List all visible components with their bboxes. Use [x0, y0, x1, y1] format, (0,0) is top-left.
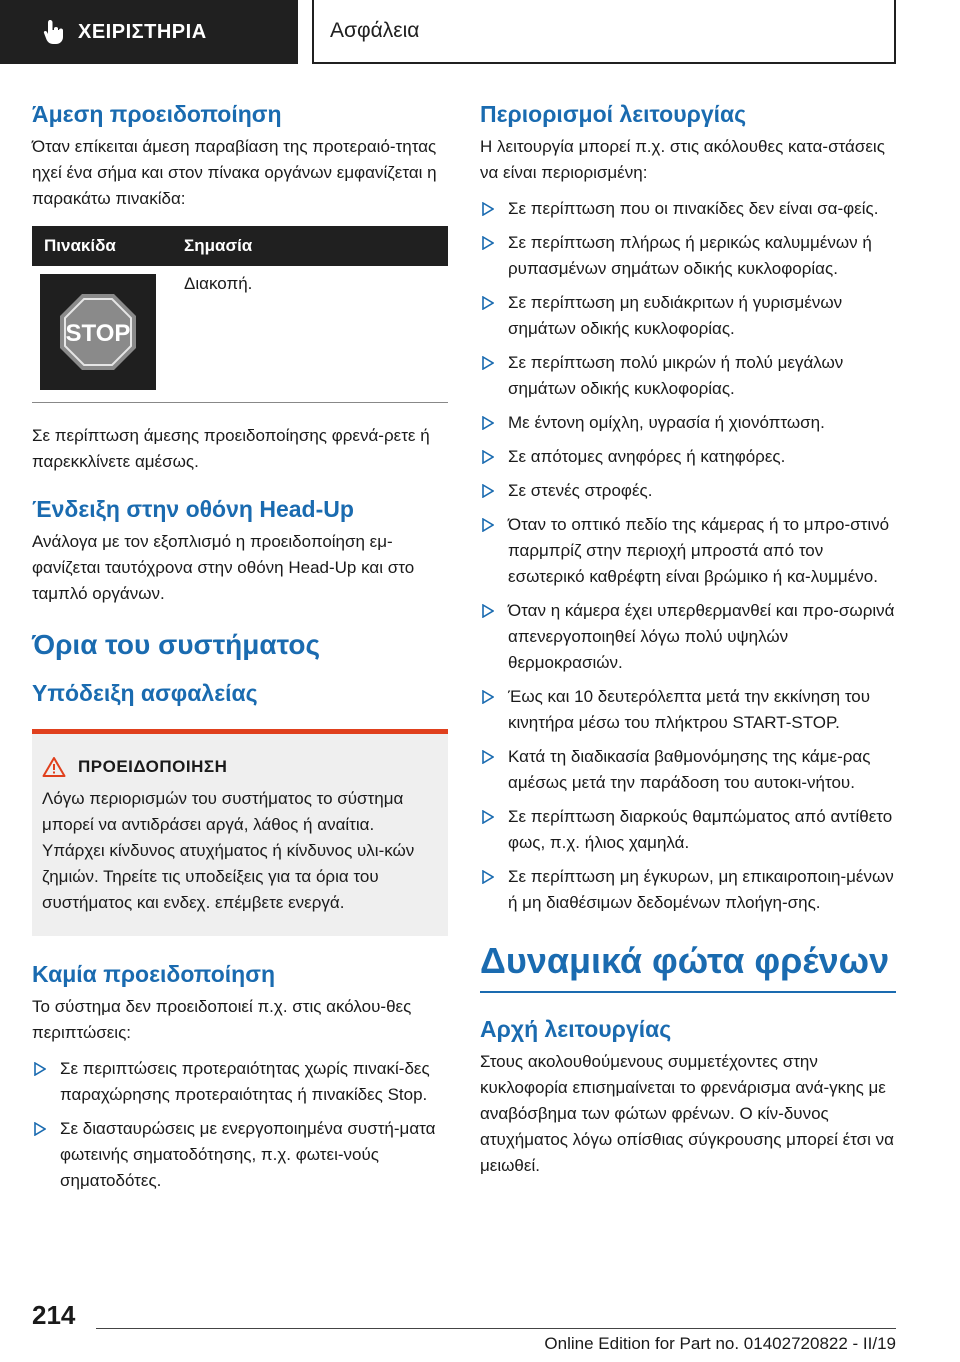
list-item: Σε περίπτωση μη έγκυρων, μη επικαιροποιη-μένων ή μη διαθέσιμων δεδομένων πλοήγη-σης. [480, 864, 896, 916]
left-column [32, 100, 448, 1202]
triangle-bullet-icon [482, 604, 494, 618]
warning-title: ΠΡΟΕΙΔΟΠΟΙΗΣΗ [78, 757, 228, 777]
triangle-bullet-icon [482, 518, 494, 532]
heading-dynamic-brake-lights: Δυναμικά φώτα φρένων [480, 939, 890, 981]
warning-text: Λόγω περιορισμών του συστήματος το σύστημα μπορεί να αντιδράσει αργά, λάθος ή αναίτια. Υπάρχει κίνδυνος ατυχήματος ή κίνδυνος υλι-κών ζημιών. Τηρείτε τις υποδείξεις για τα όρια του συστήματος και ενδεχ. επέμβετε ενεργά. [42, 789, 415, 913]
list-item: Με έντονη ομίχλη, υγρασία ή χιονόπτωση. [480, 410, 896, 436]
heading-restrictions: Περιορισμοί λειτουργίας [480, 101, 747, 127]
heading-principle: Αρχή λειτουργίας [480, 1015, 672, 1042]
triangle-bullet-icon [34, 1062, 46, 1076]
chapter-tab[interactable] [0, 0, 298, 64]
right-column [480, 100, 896, 1179]
triangle-bullet-icon [482, 484, 494, 498]
no-warning-list [32, 1056, 448, 1194]
list-item: Κατά τη διαδικασία βαθμονόμησης της κάμε-ρας αμέσως μετά την παράδοση του αυτοκι-νήτου. [480, 744, 896, 796]
table-header-meaning: Σημασία [172, 226, 448, 266]
triangle-bullet-icon [482, 870, 494, 884]
warning-triangle-icon [42, 756, 66, 778]
list-item: Σε περίπτωση πλήρως ή μερικώς καλυμμένων ή ρυπασμένων σημάτων οδικής κυκλοφορίας. [480, 230, 896, 282]
triangle-bullet-icon [482, 356, 494, 370]
triangle-bullet-icon [482, 202, 494, 216]
triangle-bullet-icon [482, 296, 494, 310]
list-item: Όταν η κάμερα έχει υπερθερμανθεί και προ-σωρινά απενεργοποιηθεί λόγω πολύ υψηλών θερμοκρασιών. [480, 598, 896, 676]
list-item: Σε στενές στροφές. [480, 478, 896, 504]
list-item: Έως και 10 δευτερόλεπτα μετά την εκκίνηση του κινητήρα μέσω του πλήκτρου START-STOP. [480, 684, 896, 736]
paragraph-direct-warning: Όταν επίκειται άμεση παραβίαση της προτεραιό-τητας ηχεί ένα σήμα και στον πίνακα οργάνων εμφανίζεται η παρακάτω πινακίδα: [32, 136, 437, 208]
triangle-bullet-icon [482, 690, 494, 704]
list-item: Σε περιπτώσεις προτεραιότητας χωρίς πινακί-δες παραχώρησης προτεραιότητας ή πινακίδες Stop. [32, 1056, 448, 1108]
triangle-bullet-icon [482, 450, 494, 464]
heading-system-limits: Όρια του συστήματος [32, 628, 321, 660]
list-item: Όταν το οπτικό πεδίο της κάμερας ή το μπρο-στινό παρμπρίζ στην περιοχή μπροστά από τον εσωτερικό καθρέφτη είναι βρώμικο ή κα-λυμμένο. [480, 512, 896, 590]
footer-divider [96, 1328, 896, 1329]
chapter-tab-label: ΧΕΙΡΙΣΤΗΡΙΑ [78, 20, 207, 43]
warning-box [32, 729, 448, 936]
restrictions-list [480, 196, 896, 916]
heading-no-warning: Καμία προειδοποίηση [32, 961, 276, 988]
list-item: Σε διασταυρώσεις με ενεργοποιημένα συστή-ματα φωτεινής σηματοδότησης, π.χ. φωτει-νούς σηματοδότες. [32, 1116, 448, 1194]
hand-pointer-icon [42, 18, 66, 46]
heading-underline [480, 991, 896, 993]
triangle-bullet-icon [482, 416, 494, 430]
heading-direct-warning: Άμεση προειδοποίηση [32, 101, 282, 127]
heading-head-up: Ένδειξη στην οθόνη Head-Up [32, 495, 354, 522]
page-number: 214 [32, 1300, 76, 1330]
list-item: Σε περίπτωση μη ευδιάκριτων ή γυρισμένων σημάτων οδικής κυκλοφορίας. [480, 290, 896, 342]
stop-sign-icon [58, 292, 138, 372]
table-header-sign: Πινακίδα [32, 226, 172, 266]
list-item: Σε περίπτωση πολύ μικρών ή πολύ μεγάλων σημάτων οδικής κυκλοφορίας. [480, 350, 896, 402]
paragraph-no-warning: Το σύστημα δεν προειδοποιεί π.χ. στις ακόλου-θες περιπτώσεις: [32, 996, 412, 1042]
triangle-bullet-icon [482, 236, 494, 250]
table-cell-meaning: Διακοπή. [172, 266, 448, 403]
heading-safety-note: Υπόδειξη ασφαλείας [32, 680, 258, 707]
list-item: Σε περίπτωση που οι πινακίδες δεν είναι σα-φείς. [480, 196, 896, 222]
stop-sign-display [40, 274, 156, 390]
paragraph-brake: Σε περίπτωση άμεσης προειδοποίησης φρενά-ρετε ή παρεκκλίνετε αμέσως. [32, 425, 430, 471]
paragraph-principle: Στους ακολουθούμενους συμμετέχοντες στην κυκλοφορία επισημαίνεται το φρενάρισμα ανά-γκης με αναβόσβημα των φώτων φρένων. Ο κίν-δυνος ατυχήματος λόγω οπίσθιας σύγκρουσης μπορεί έτσι να μειωθεί. [480, 1051, 895, 1175]
paragraph-restrictions: Η λειτουργία μπορεί π.χ. στις ακόλουθες κατα-στάσεις να είναι περιορισμένη: [480, 136, 885, 182]
triangle-bullet-icon [482, 810, 494, 824]
triangle-bullet-icon [34, 1122, 46, 1136]
edition-text: Online Edition for Part no. 01402720822 - II/19 [544, 1334, 896, 1353]
list-item: Σε απότομες ανηφόρες ή κατηφόρες. [480, 444, 896, 470]
sign-table [32, 226, 448, 403]
triangle-bullet-icon [482, 750, 494, 764]
stop-sign-text: STOP [65, 319, 131, 347]
list-item: Σε περίπτωση διαρκούς θαμπώματος από αντίθετο φως, π.χ. ήλιος χαμηλά. [480, 804, 896, 856]
paragraph-head-up: Ανάλογα με τον εξοπλισμό η προειδοποίηση εμ-φανίζεται ταυτόχρονα στην οθόνη Head-Up και στο ταμπλό οργάνων. [32, 531, 415, 603]
table-row [32, 266, 448, 403]
section-title: Ασφάλεια [312, 0, 896, 64]
